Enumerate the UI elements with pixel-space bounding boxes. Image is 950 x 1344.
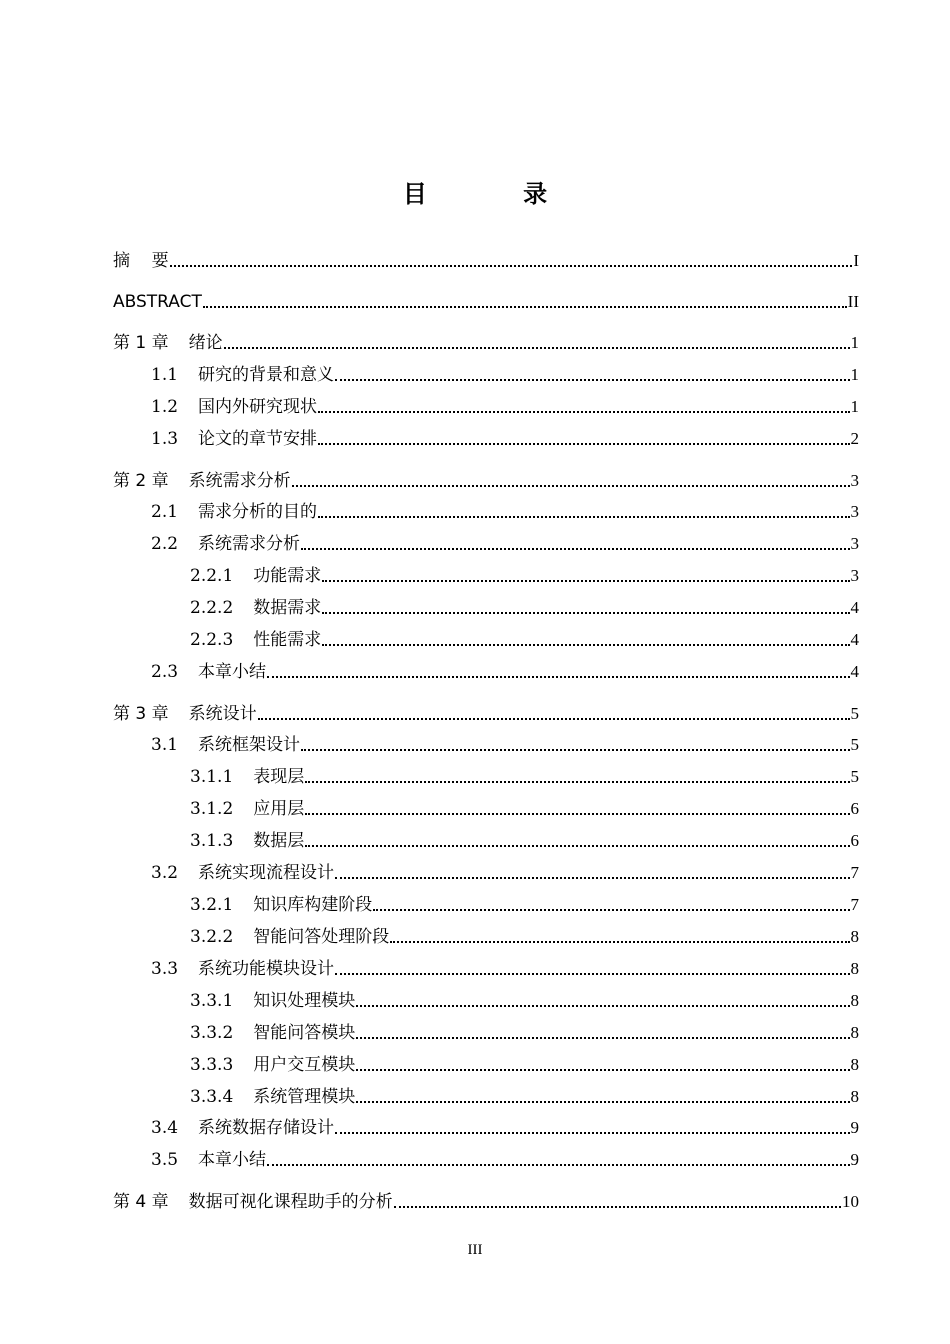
toc-entry[interactable] bbox=[190, 924, 859, 948]
toc-entry-number: 2.2 bbox=[151, 534, 179, 554]
toc-entry-page: 8 bbox=[850, 1087, 859, 1106]
toc-entry-number: 3.1.2 bbox=[190, 799, 234, 819]
toc-entry-title: 数据可视化课程助手的分析 bbox=[188, 1192, 393, 1212]
toc-entry-title: 数据需求 bbox=[253, 598, 322, 618]
toc-entry-title: 功能需求 bbox=[253, 566, 322, 586]
toc-leader-dots bbox=[301, 533, 849, 555]
toc-entry-title: 系统设计 bbox=[188, 704, 257, 724]
toc-entry[interactable] bbox=[151, 956, 859, 980]
toc-leader-dots bbox=[305, 766, 849, 788]
toc-leader-dots bbox=[292, 470, 850, 492]
toc-entry-number: 第 2 章 bbox=[113, 471, 169, 491]
toc-entry[interactable] bbox=[151, 860, 859, 884]
toc-entry[interactable] bbox=[190, 1052, 859, 1076]
toc-entry[interactable] bbox=[151, 499, 859, 523]
toc-leader-dots bbox=[322, 597, 849, 619]
toc-entry-number: 2.1 bbox=[151, 502, 179, 522]
toc-entry-page: 8 bbox=[850, 1023, 859, 1042]
toc-entry-title: 绪论 bbox=[188, 333, 223, 353]
toc-leader-dots bbox=[356, 1054, 849, 1076]
toc-entry-page: 5 bbox=[850, 767, 859, 786]
toc-entry-page: 9 bbox=[850, 1118, 859, 1137]
toc-entry-page: 7 bbox=[850, 895, 859, 914]
toc-leader-dots bbox=[335, 364, 849, 386]
toc-entry[interactable] bbox=[151, 1147, 859, 1171]
toc-entry-page: 4 bbox=[850, 662, 859, 681]
toc-entry-number: 3.3.3 bbox=[190, 1055, 234, 1075]
toc-entry-title: ABSTRACT bbox=[113, 292, 202, 312]
toc-entry-title: 知识处理模块 bbox=[253, 991, 356, 1011]
toc-entry-number: 第 3 章 bbox=[113, 704, 169, 724]
toc-entry[interactable] bbox=[190, 595, 859, 619]
toc-entry-page: 3 bbox=[850, 502, 859, 521]
toc-entry-number: 3.3.1 bbox=[190, 991, 234, 1011]
toc-leader-dots bbox=[170, 250, 853, 272]
toc-leader-dots bbox=[318, 501, 849, 523]
toc-leader-dots bbox=[318, 396, 849, 418]
toc-entry-number: 1.1 bbox=[151, 365, 179, 385]
toc-entry[interactable] bbox=[190, 892, 859, 916]
toc-entry-number: 3.2.2 bbox=[190, 927, 234, 947]
toc-leader-dots bbox=[305, 798, 849, 820]
toc-entry-title: 表现层 bbox=[253, 767, 305, 787]
toc-leader-dots bbox=[335, 1117, 849, 1139]
toc-entry-number: 3.1.1 bbox=[190, 767, 234, 787]
toc-entry[interactable] bbox=[151, 531, 859, 555]
toc-leader-dots bbox=[224, 332, 850, 354]
toc-entry[interactable] bbox=[190, 796, 859, 820]
toc-entry[interactable] bbox=[151, 732, 859, 756]
toc-leader-dots bbox=[318, 428, 849, 450]
toc-entry[interactable] bbox=[151, 362, 859, 386]
toc-entry-number: 3.1.3 bbox=[190, 831, 234, 851]
toc-entry-page: 5 bbox=[850, 704, 859, 723]
toc-leader-dots bbox=[390, 926, 849, 948]
toc-entry-number: 2.3 bbox=[151, 662, 179, 682]
toc-entry-page: 8 bbox=[850, 991, 859, 1010]
toc-leader-dots bbox=[335, 958, 849, 980]
toc-entry-title: 系统实现流程设计 bbox=[198, 863, 335, 883]
toc-entry[interactable] bbox=[113, 701, 859, 725]
toc-entry-title: 用户交互模块 bbox=[253, 1055, 356, 1075]
toc-entry-number: 3.2 bbox=[151, 863, 179, 883]
toc-entry-title: 系统需求分析 bbox=[198, 534, 301, 554]
toc-entry-title: 论文的章节安排 bbox=[198, 429, 318, 449]
toc-entry-number: 2.2.1 bbox=[190, 566, 234, 586]
toc-entry-title: 本章小结 bbox=[198, 1150, 267, 1170]
toc-entry-number: 3.3.2 bbox=[190, 1023, 234, 1043]
toc-entry-page: 5 bbox=[850, 735, 859, 754]
toc-leader-dots bbox=[373, 894, 849, 916]
toc-entry[interactable] bbox=[151, 1115, 859, 1139]
toc-entry-page: 1 bbox=[850, 333, 859, 352]
toc-entry-page: 2 bbox=[850, 429, 859, 448]
toc-entry-title: 需求分析的目的 bbox=[198, 502, 318, 522]
toc-entry-page: 1 bbox=[850, 397, 859, 416]
toc-entry-title: 系统数据存储设计 bbox=[198, 1118, 335, 1138]
toc-entry[interactable] bbox=[113, 1189, 859, 1213]
toc-entry-number: 2.2.3 bbox=[190, 630, 234, 650]
toc-entry-page: 8 bbox=[850, 1055, 859, 1074]
toc-entry[interactable] bbox=[190, 1020, 859, 1044]
toc-leader-dots bbox=[305, 830, 849, 852]
toc-entry-page: 10 bbox=[842, 1192, 859, 1211]
toc-entry-number: 1.3 bbox=[151, 429, 179, 449]
toc-entry-page: 9 bbox=[850, 1150, 859, 1169]
page-title: 目 录 bbox=[402, 180, 592, 208]
toc-entry-number: 3.2.1 bbox=[190, 895, 234, 915]
toc-entry-page: 4 bbox=[850, 630, 859, 649]
toc-entry-page: 6 bbox=[850, 799, 859, 818]
toc-leader-dots bbox=[322, 629, 849, 651]
toc-entry-title: 研究的背景和意义 bbox=[198, 365, 335, 385]
toc-leader-dots bbox=[203, 291, 847, 313]
toc-leader-dots bbox=[258, 703, 850, 725]
toc-leader-dots bbox=[301, 734, 849, 756]
toc-entry-title: 智能问答模块 bbox=[253, 1023, 356, 1043]
toc-leader-dots bbox=[267, 661, 849, 683]
toc-entry-title: 知识库构建阶段 bbox=[253, 895, 373, 915]
toc-entry[interactable] bbox=[151, 426, 859, 450]
toc-entry-title: 系统需求分析 bbox=[188, 471, 291, 491]
toc-entry[interactable] bbox=[190, 563, 859, 587]
toc-entry-page: 6 bbox=[850, 831, 859, 850]
toc-entry-page: I bbox=[853, 251, 859, 270]
toc-entry[interactable] bbox=[190, 764, 859, 788]
toc-leader-dots bbox=[356, 1086, 849, 1108]
toc-entry-number: 3.3 bbox=[151, 959, 179, 979]
toc-entry-number: 2.2.2 bbox=[190, 598, 234, 618]
toc-entry-page: 8 bbox=[850, 927, 859, 946]
toc-entry[interactable] bbox=[113, 248, 859, 272]
toc-entry[interactable] bbox=[190, 1084, 859, 1108]
toc-leader-dots bbox=[335, 862, 849, 884]
toc-entry-page: 1 bbox=[850, 365, 859, 384]
toc-entry-title: 智能问答处理阶段 bbox=[253, 927, 390, 947]
toc-entry[interactable] bbox=[113, 330, 859, 354]
toc-entry-page: 3 bbox=[850, 566, 859, 585]
toc-entry-number: 1.2 bbox=[151, 397, 179, 417]
toc-entry-number: 3.5 bbox=[151, 1150, 179, 1170]
toc-entry[interactable] bbox=[190, 627, 859, 651]
toc-leader-dots bbox=[356, 990, 849, 1012]
toc-entry-title: 国内外研究现状 bbox=[198, 397, 318, 417]
toc-leader-dots bbox=[394, 1191, 841, 1213]
toc-entry-page: 3 bbox=[850, 471, 859, 490]
toc-entry-number: 3.1 bbox=[151, 735, 179, 755]
toc-entry-title: 系统管理模块 bbox=[253, 1087, 356, 1107]
toc-entry-title: 应用层 bbox=[253, 799, 305, 819]
toc-entry[interactable] bbox=[113, 289, 859, 313]
toc-entry-number: 3.3.4 bbox=[190, 1087, 234, 1107]
toc-entry-page: 8 bbox=[850, 959, 859, 978]
toc-entry[interactable] bbox=[151, 394, 859, 418]
toc-entry[interactable] bbox=[190, 828, 859, 852]
toc-entry-title: 数据层 bbox=[253, 831, 305, 851]
toc-entry[interactable] bbox=[113, 468, 859, 492]
toc-entry-page: II bbox=[847, 292, 859, 311]
toc-entry-page: 4 bbox=[850, 598, 859, 617]
toc-entry-page: 7 bbox=[850, 863, 859, 882]
toc-leader-dots bbox=[267, 1149, 849, 1171]
toc-entry[interactable] bbox=[190, 988, 859, 1012]
toc-entry-number: 第 4 章 bbox=[113, 1192, 169, 1212]
toc-entry-number: 第 1 章 bbox=[113, 333, 169, 353]
toc-entry-title: 摘 要 bbox=[113, 251, 169, 271]
toc-leader-dots bbox=[356, 1022, 849, 1044]
toc-entry-title: 本章小结 bbox=[198, 662, 267, 682]
toc-entry-title: 性能需求 bbox=[253, 630, 322, 650]
page-number-footer: III bbox=[467, 1242, 483, 1258]
toc-entry-number: 3.4 bbox=[151, 1118, 179, 1138]
toc-leader-dots bbox=[322, 565, 849, 587]
toc-entry[interactable] bbox=[151, 659, 859, 683]
toc-entry-title: 系统框架设计 bbox=[198, 735, 301, 755]
toc-entry-title: 系统功能模块设计 bbox=[198, 959, 335, 979]
toc-entry-page: 3 bbox=[850, 534, 859, 553]
